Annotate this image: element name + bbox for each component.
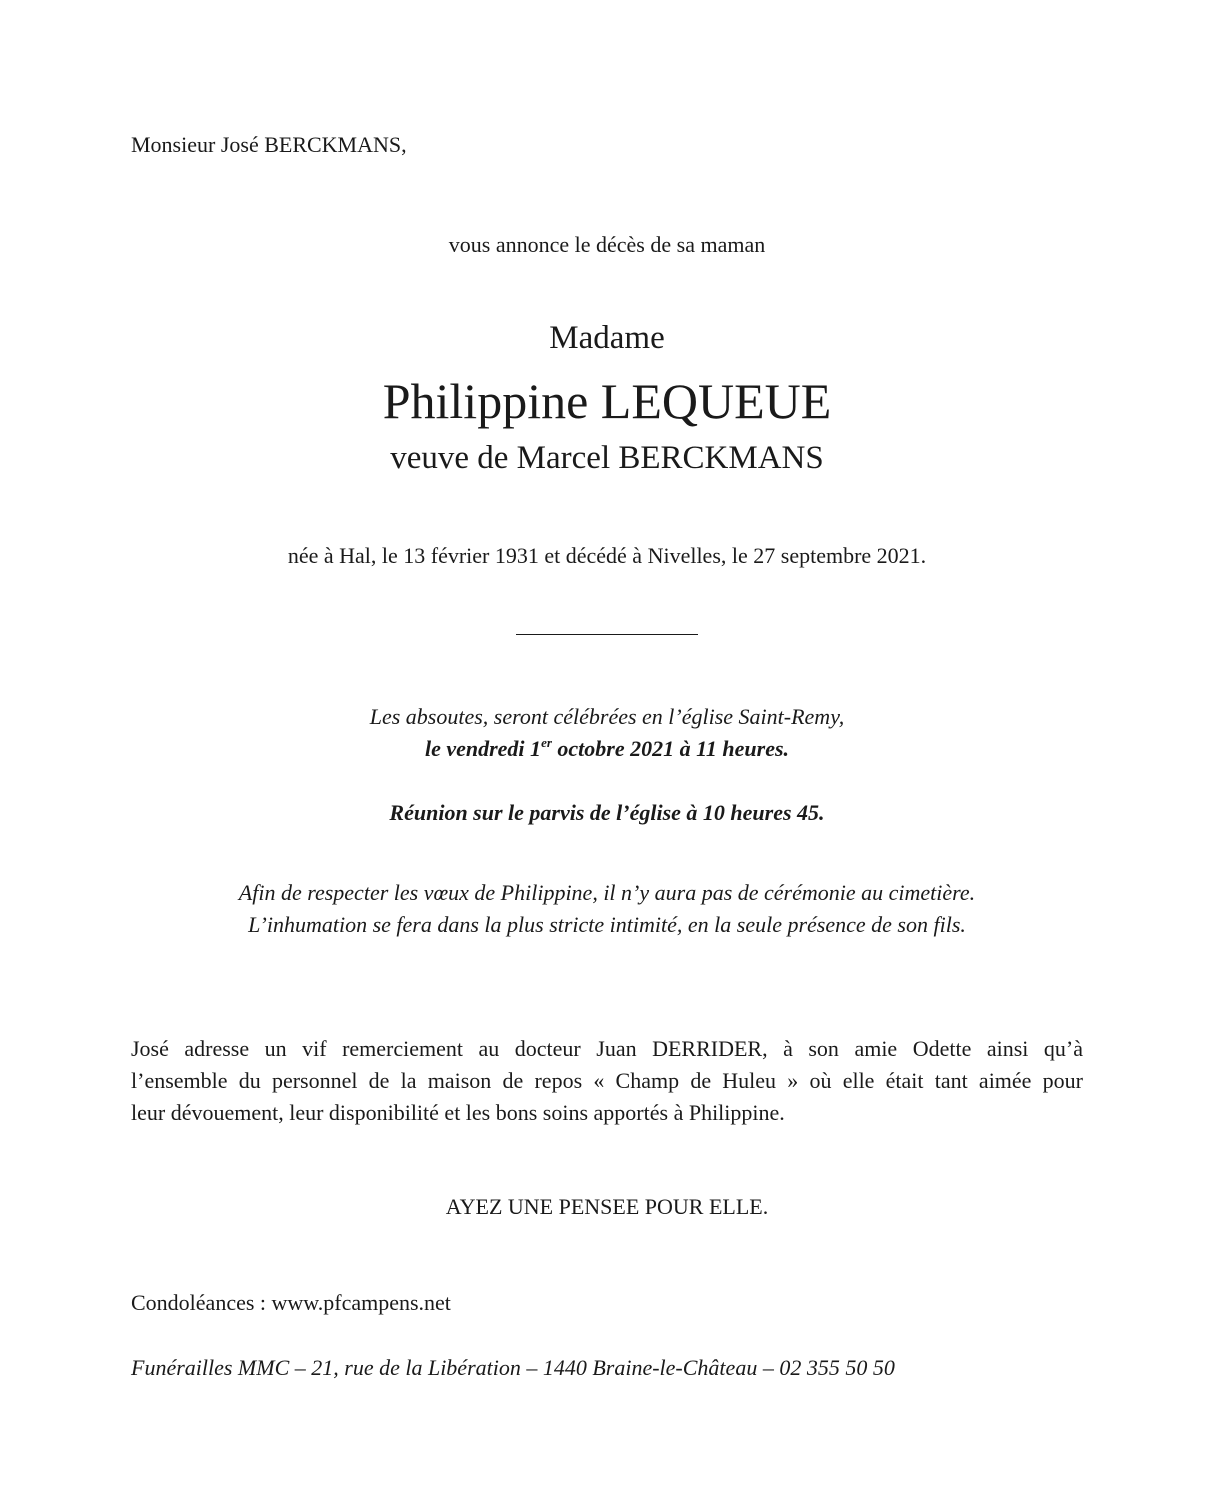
absoutes-line: Les absoutes, seront célébrées en l’église Saint-Remy, bbox=[369, 704, 845, 729]
birth-death-dates: née à Hal, le 13 février 1931 et décédé à Nivelles, le 27 septembre 2021. bbox=[287, 543, 927, 568]
ceremony-date-suffix: octobre 2021 à 11 heures. bbox=[551, 736, 790, 761]
announcer-name: Monsieur José BERCKMANS, bbox=[131, 132, 407, 157]
thanks-line-2: l’ensemble du personnel de la maison de repos « Champ de Huleu » où elle était tant aimée pour bbox=[131, 1068, 1083, 1093]
thanks-paragraph bbox=[131, 1033, 1083, 1129]
thanks-line-3: leur dévouement, leur disponibilité et les bons soins apportés à Philippine. bbox=[131, 1100, 785, 1125]
ceremony-date-prefix: le vendredi 1 bbox=[424, 736, 542, 761]
announcement-text: vous annonce le décès de sa maman bbox=[448, 232, 766, 257]
wishes-line-2: L’inhumation se fera dans la plus stricte intimité, en la seule présence de son fils. bbox=[248, 912, 966, 937]
funeral-home-info: Funérailles MMC – 21, rue de la Libération – 1440 Braine-le-Château – 02 355 50 50 bbox=[131, 1355, 895, 1380]
ceremony-date-ordinal: er bbox=[541, 735, 552, 750]
reunion-text: Réunion sur le parvis de l’église à 10 heures 45. bbox=[389, 800, 825, 825]
thanks-line-1: José adresse un vif remerciement au docteur Juan DERRIDER, à son amie Odette ainsi qu’à bbox=[131, 1036, 1083, 1061]
deceased-name: Philippine LEQUEUE bbox=[382, 373, 832, 429]
deceased-title: Madame bbox=[549, 320, 665, 356]
separator-line bbox=[516, 634, 698, 635]
condoleances-text: Condoléances : www.pfcampens.net bbox=[131, 1290, 451, 1315]
ceremony-date bbox=[0, 736, 1214, 762]
closing-text: AYEZ UNE PENSEE POUR ELLE. bbox=[445, 1194, 769, 1219]
widow-of-text: veuve de Marcel BERCKMANS bbox=[390, 440, 824, 476]
wishes-line-1: Afin de respecter les vœux de Philippine, il n’y aura pas de cérémonie au cimetière. bbox=[238, 880, 976, 905]
